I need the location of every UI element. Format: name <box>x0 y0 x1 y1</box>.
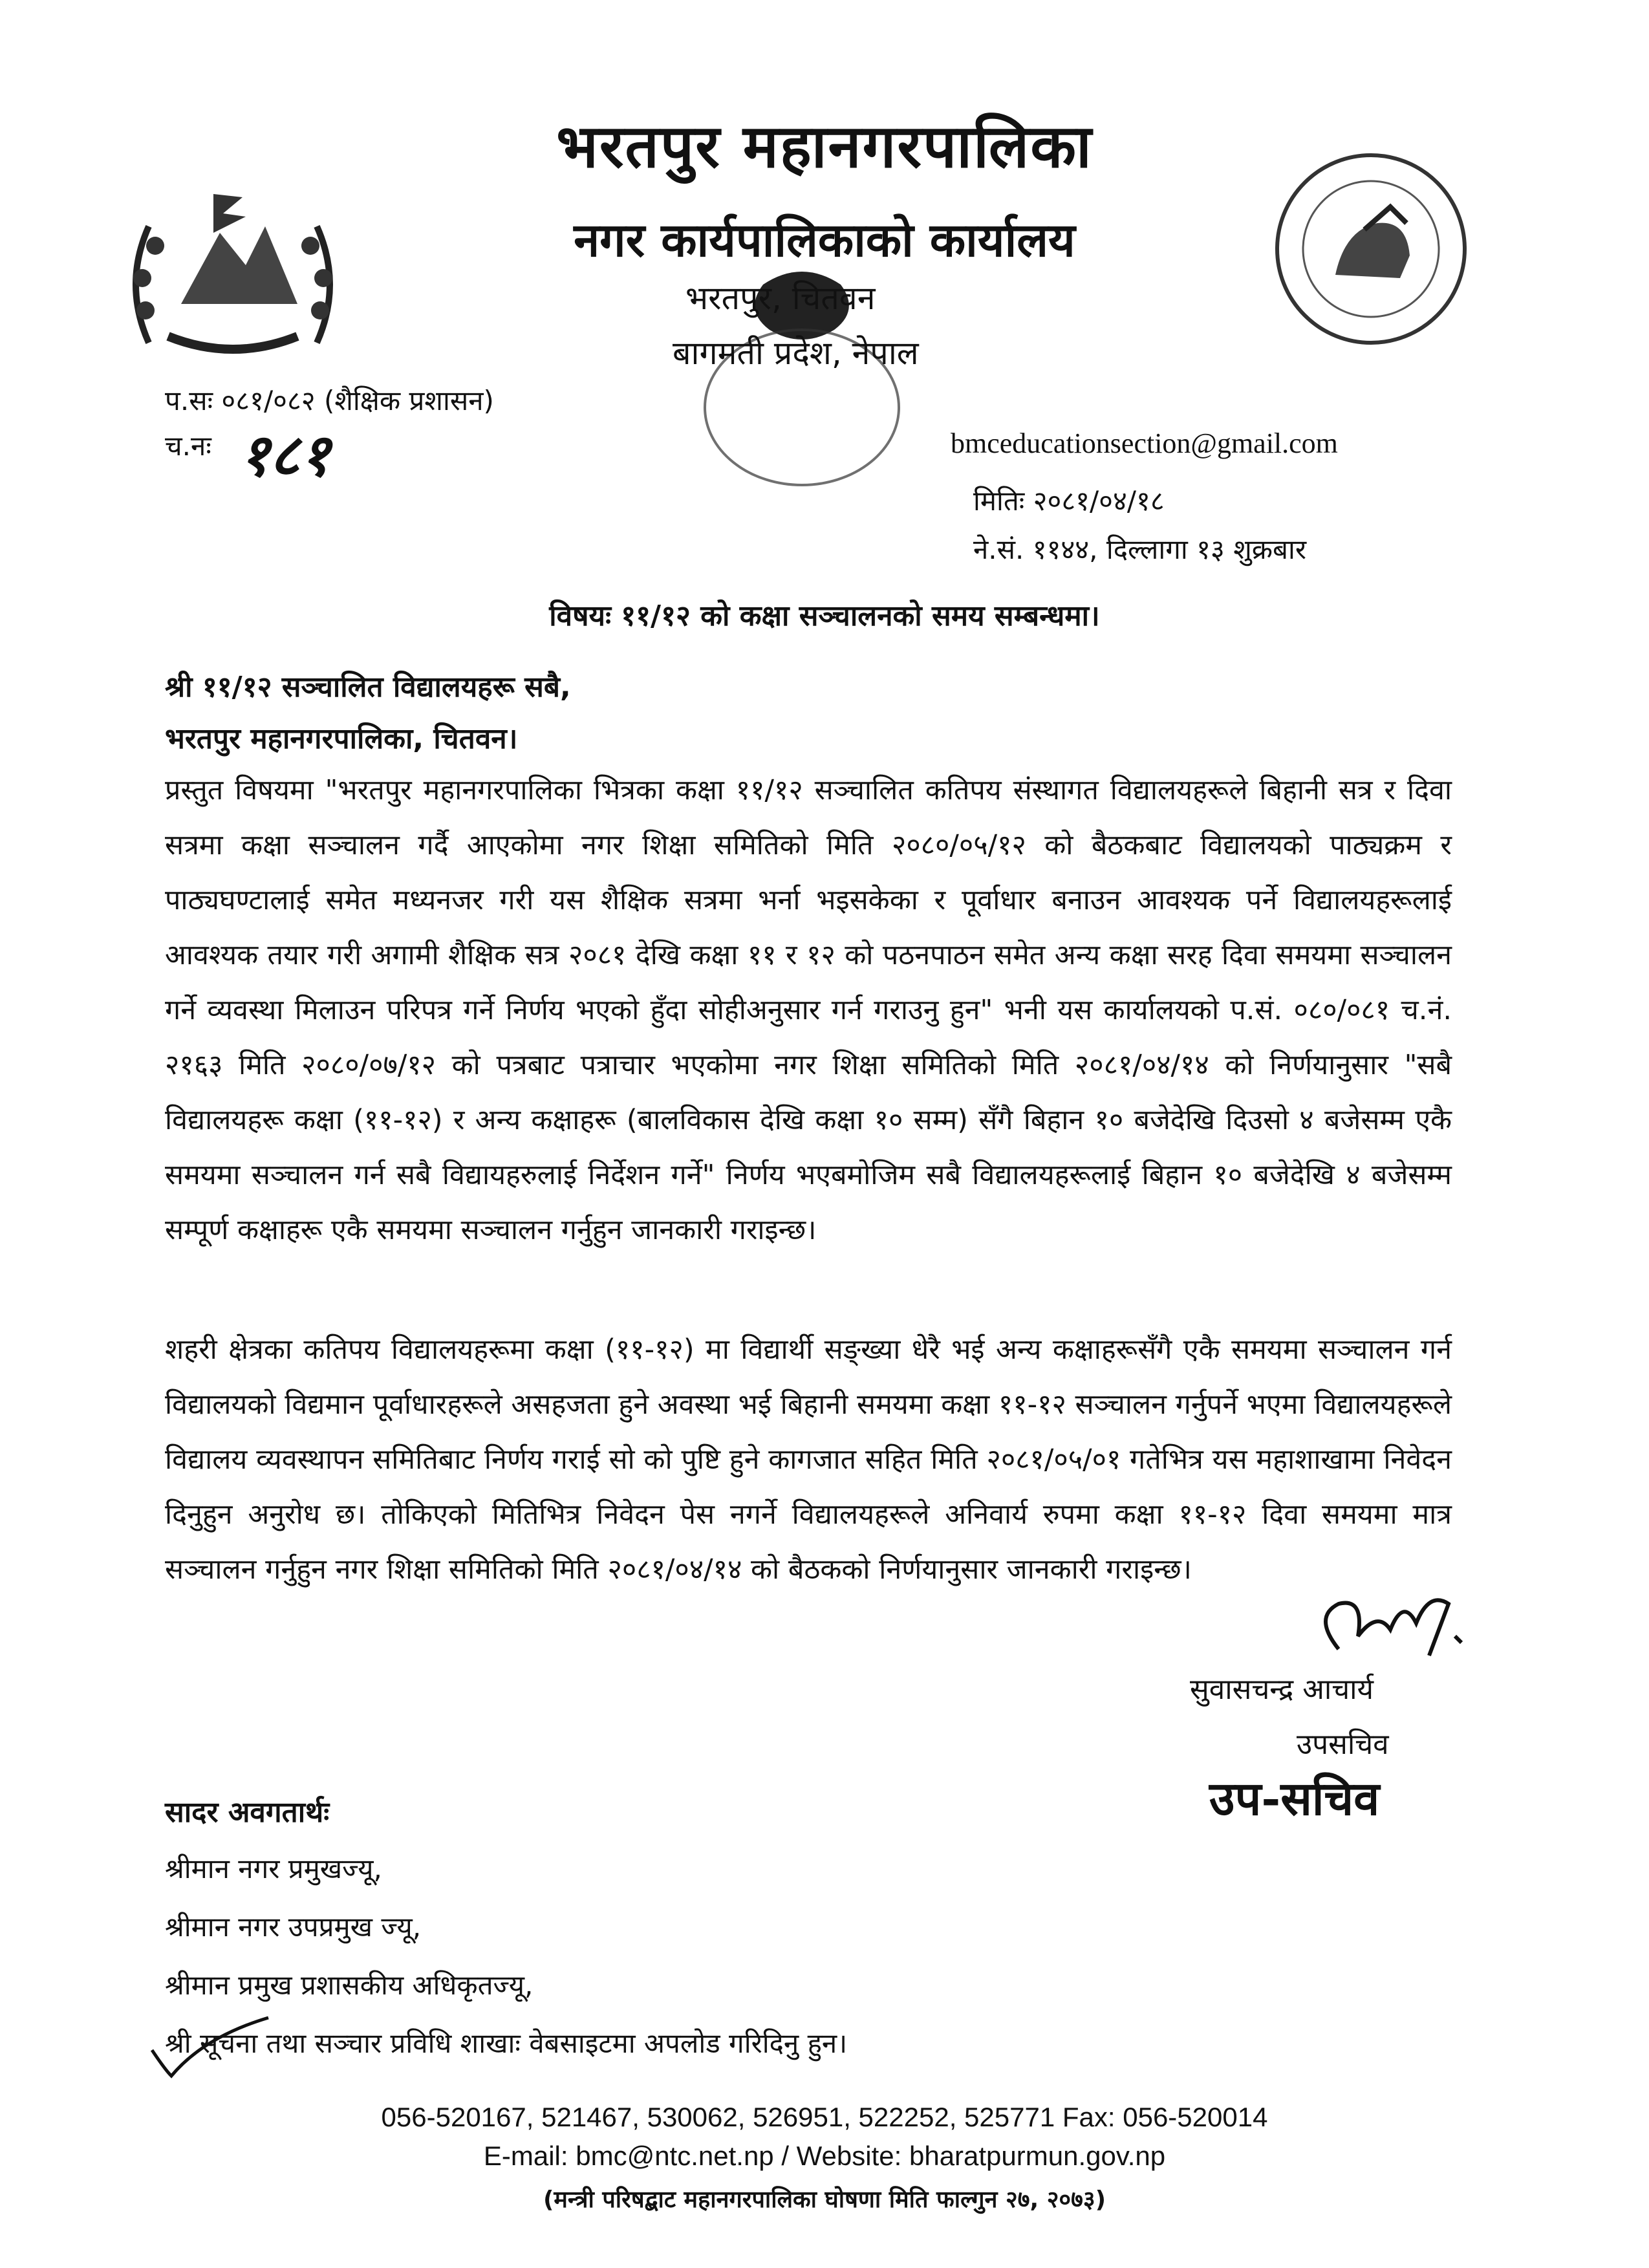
footer-phone-numbers: 056-520167, 521467, 530062, 526951, 522252, 525771 Fax: 056-520014 <box>381 2102 1268 2132</box>
footer-declaration: (मन्त्री परिषद्बाट महानगरपालिका घोषणा मिति फाल्गुन २७, २०७३) <box>543 2187 1106 2213</box>
addressee-line-2: भरतपुर महानगरपालिका, चितवन। <box>165 722 518 755</box>
address-line-1: भरतपुर, चितवन <box>685 279 876 317</box>
letter-subject: विषयः ११/१२ को कक्षा सञ्चालनको समय सम्बन्धमा। <box>549 599 1100 632</box>
office-name: नगर कार्यपालिकाको कार्यालय <box>574 213 1075 267</box>
letter-date: मितिः २०८१/०४/१८ <box>973 485 1165 517</box>
dispatch-number: १८१ <box>239 421 330 490</box>
cc-item: श्रीमान प्रमुख प्रशासकीय अधिकृतज्यू, <box>165 1969 534 2001</box>
letter-date-nepal-sambat: ने.सं. ११४४, दिल्लागा १३ शुक्रबार <box>973 534 1307 565</box>
body-paragraph-2: शहरी क्षेत्रका कतिपय विद्यालयहरूमा कक्षा (११-१२) मा विद्यार्थी सङ्ख्या धेरै भई अन्य कक्षाहरूसँगै एकै समयमा सञ्चालन गर्न विद्यालयको विद्यमान पूर्वाधारहरूले असहजता हुने अवस्था भई बिहानी समयमा कक्षा ११-१२ सञ्चालन गर्नुपर्ने भएमा विद्यालयहरूले विद्यालय व्यवस्थापन समितिबाट निर्णय गराई सो को पुष्टि हुने कागजात सहित मिति २०८१/०५/०१ गतेभित्र यस महाशाखामा निवेदन दिनुहुन अनुरोध छ। तोकिएको मितिभित्र निवेदन पेस नगर्ने विद्यालयहरूले अनिवार्य रुपमा कक्षा ११-१२ दिवा समयमा मात्र सञ्चालन गर्नुहुन नगर शिक्षा समितिको मिति २०८१/०४/१४ को बैठकको निर्णयानुसार जानकारी गराइन्छ। <box>165 1334 1452 1586</box>
section-email: bmceducationsection@gmail.com <box>951 427 1338 459</box>
cc-item: श्रीमान नगर उपप्रमुख ज्यू, <box>165 1911 422 1943</box>
footer-contact: E-mail: bmc@ntc.net.np / Website: bharatpurmun.gov.np <box>483 2141 1166 2171</box>
tick-mark-icon <box>146 2011 275 2082</box>
cc-item: श्री सूचना तथा सञ्चार प्रविधि शाखाः वेबसाइटमा अपलोड गरिदिनु हुन। <box>165 2027 848 2059</box>
signer-title: उपसचिव <box>1297 1728 1389 1761</box>
organization-name: भरतपुर महानगरपालिका <box>556 112 1093 181</box>
cc-heading: सादर अवगतार्थः <box>165 1796 330 1829</box>
addressee-line-1: श्री ११/१२ सञ्चालित विद्यालयहरू सबै, <box>165 671 571 704</box>
letter-reference-number: प.सः ०८१/०८२ (शैक्षिक प्रशासन) <box>165 385 494 416</box>
signer-name: सुवासचन्द्र आचार्य <box>1190 1673 1374 1706</box>
dispatch-number-label: च.नः <box>165 430 211 462</box>
body-paragraph-1: प्रस्तुत विषयमा "भरतपुर महानगरपालिका भित्रका कक्षा ११/१२ सञ्चालित कतिपय संस्थागत विद्यालयहरूले बिहानी सत्र र दिवा सत्रमा कक्षा सञ्चालन गर्दै आएकोमा नगर शिक्षा समितिको मिति २०८०/०५/१२ को बैठकबाट विद्यालयको पाठ्यक्रम र पाठ्यघण्टालाई समेत मध्यनजर गरी यस शैक्षिक सत्रमा भर्ना भइसकेका र पूर्वाधार बनाउन आवश्यक पर्ने विद्यालयहरूलाई आवश्यक तयार गरी अगामी शैक्षिक सत्र २०८१ देखि कक्षा ११ र १२ को पठनपाठन समेत अन्य कक्षा सरह दिवा समयमा सञ्चालन गर्ने व्यवस्था मिलाउन परिपत्र गर्ने निर्णय भएको हुँदा सोहीअनुसार गर्न गराउनु हुन" भनी यस कार्यालयको प.सं. ०८०/०८१ च.नं. २१६३ मिति २०८०/०७/१२ को पत्रबाट पत्राचार भएकोमा नगर शिक्षा समितिको मिति २०८१/०४/१४ को निर्णयानुसार "सबै विद्यालयहरू कक्षा (११-१२) र अन्य कक्षाहरू (बालविकास देखि कक्षा १० सम्म) सँगै बिहान १० बजेदेखि दिउसो ४ बजेसम्म एकै समयमा सञ्चालन गर्न सबै विद्यायहरुलाई निर्देशन गर्ने" निर्णय भएबमोजिम सबै विद्यालयहरूलाई बिहान १० बजेदेखि ४ बजेसम्म सम्पूर्ण कक्षाहरू एकै समयमा सञ्चालन गर्नुहुन जानकारी गराइन्छ। <box>165 774 1452 1246</box>
cc-item: श्रीमान नगर प्रमुखज्यू, <box>165 1853 382 1885</box>
designation-stamp: उप-सचिव <box>1209 1771 1380 1826</box>
address-line-2: बागमती प्रदेश, नेपाल <box>673 334 919 372</box>
